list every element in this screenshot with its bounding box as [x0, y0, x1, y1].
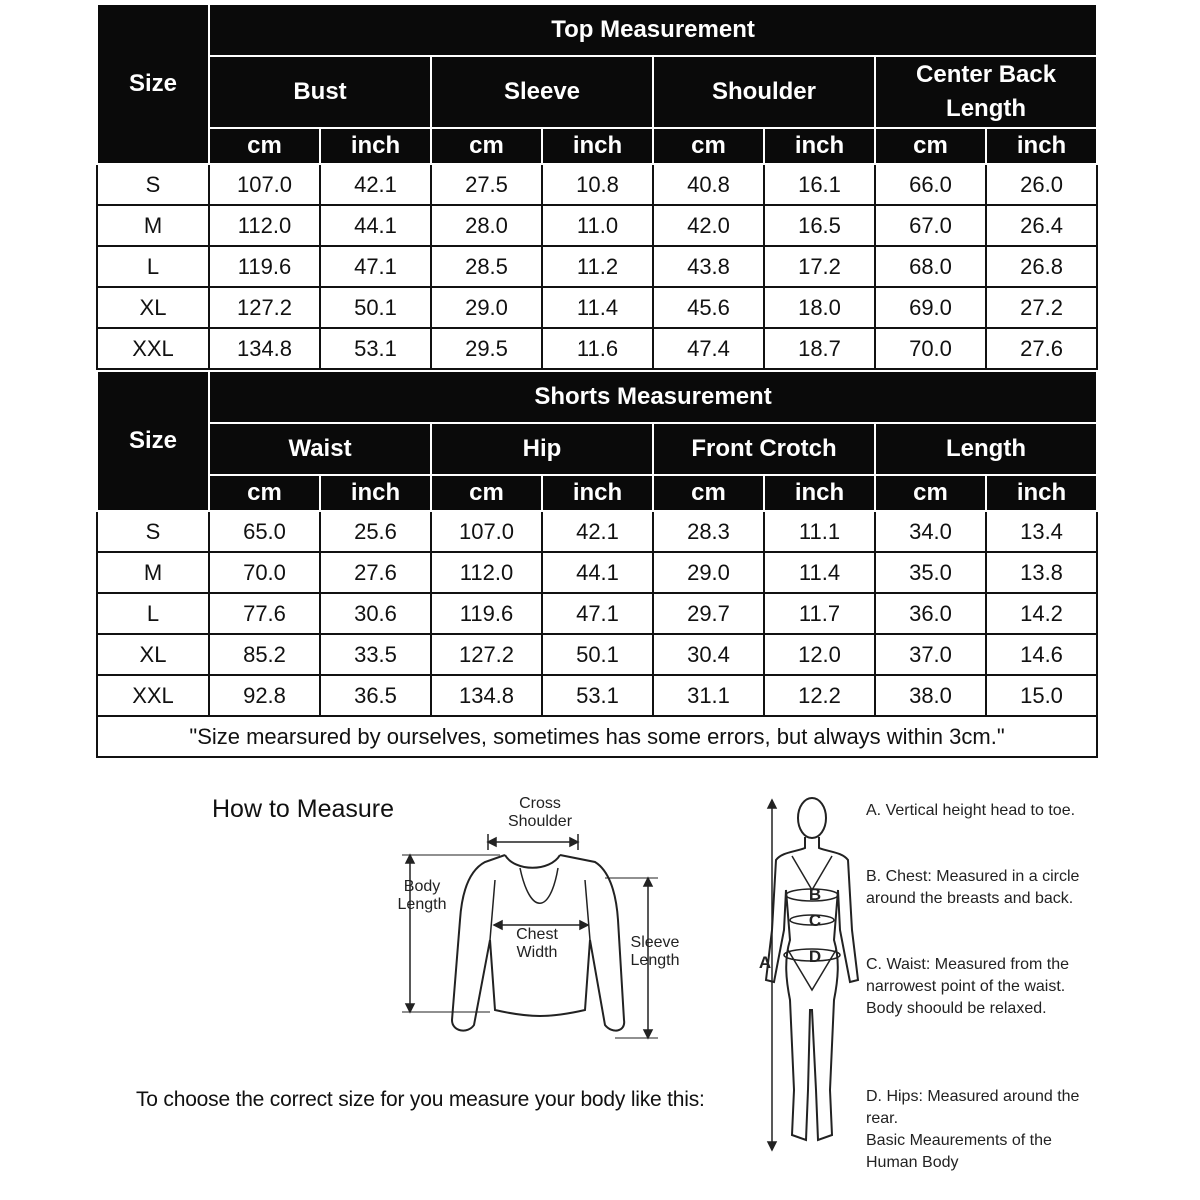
measurement-cell: 44.1 [320, 205, 431, 246]
legend-footer: Basic Meaurements of the Human Body [866, 1132, 1052, 1171]
measurement-cell: 47.1 [320, 246, 431, 287]
size-cell: XXL [97, 328, 209, 369]
measurement-cell: 29.0 [431, 287, 542, 328]
shorts-measurement-table [96, 370, 1098, 758]
measurement-cell: 85.2 [209, 634, 320, 675]
measurement-cell: 50.1 [542, 634, 653, 675]
unit-header: inch [986, 475, 1097, 511]
measurement-cell: 127.2 [431, 634, 542, 675]
measurement-cell: 47.4 [653, 328, 764, 369]
measurement-cell: 42.1 [542, 511, 653, 552]
sweater-neckline [505, 855, 560, 868]
measurement-cell: 29.0 [653, 552, 764, 593]
measurement-cell: 36.0 [875, 593, 986, 634]
size-cell: M [97, 552, 209, 593]
size-note: "Size mearsured by ourselves, sometimes has some errors, but always within 3cm." [97, 716, 1097, 757]
measurement-cell: 50.1 [320, 287, 431, 328]
measurement-cell: 34.0 [875, 511, 986, 552]
measurement-cell: 44.1 [542, 552, 653, 593]
measurement-cell: 69.0 [875, 287, 986, 328]
table-row [97, 246, 1097, 287]
table-row [97, 593, 1097, 634]
size-cell: XL [97, 634, 209, 675]
measurement-cell: 18.7 [764, 328, 875, 369]
measurement-cell: 45.6 [653, 287, 764, 328]
measurement-cell: 134.8 [209, 328, 320, 369]
top-measurement-table [96, 3, 1098, 370]
measurement-cell: 16.5 [764, 205, 875, 246]
measurement-cell: 107.0 [431, 511, 542, 552]
unit-header: cm [653, 475, 764, 511]
column-group-header: Sleeve [431, 56, 653, 128]
measurement-cell: 10.8 [542, 164, 653, 205]
measurement-cell: 11.6 [542, 328, 653, 369]
measurement-cell: 53.1 [542, 675, 653, 716]
legend-b: B. Chest: Measured in a circle around the breasts and back. [866, 868, 1080, 907]
measurement-cell: 14.2 [986, 593, 1097, 634]
table-row [97, 164, 1097, 205]
measurement-cell: 37.0 [875, 634, 986, 675]
table-row [97, 328, 1097, 369]
unit-header: inch [320, 475, 431, 511]
measurement-cell: 67.0 [875, 205, 986, 246]
top-table-body [97, 164, 1097, 369]
shorts-table-body [97, 511, 1097, 716]
measurement-cell: 29.7 [653, 593, 764, 634]
unit-header: cm [875, 475, 986, 511]
column-group-header: Bust [209, 56, 431, 128]
measurement-cell: 112.0 [209, 205, 320, 246]
table-row [97, 552, 1097, 593]
measurement-cell: 27.5 [431, 164, 542, 205]
measurement-cell: 17.2 [764, 246, 875, 287]
measurement-cell: 27.2 [986, 287, 1097, 328]
unit-header: inch [320, 128, 431, 164]
measurement-cell: 42.0 [653, 205, 764, 246]
column-group-header: Hip [431, 423, 653, 475]
measurement-cell: 42.1 [320, 164, 431, 205]
measurement-cell: 47.1 [542, 593, 653, 634]
measurement-cell: 15.0 [986, 675, 1097, 716]
column-group-header: Shoulder [653, 56, 875, 128]
sleeve-length-label: Sleeve Length [630, 934, 680, 969]
unit-header: cm [209, 475, 320, 511]
measurement-cell: 11.1 [764, 511, 875, 552]
measurement-cell: 38.0 [875, 675, 986, 716]
measurement-cell: 26.8 [986, 246, 1097, 287]
measurement-cell: 53.1 [320, 328, 431, 369]
body-head [798, 798, 826, 838]
unit-header: cm [653, 128, 764, 164]
column-group-header: Center Back Length [875, 56, 1097, 128]
measurement-cell: 119.6 [431, 593, 542, 634]
how-to-measure-title: How to Measure [212, 795, 395, 823]
unit-header: inch [764, 128, 875, 164]
measurement-cell: 18.0 [764, 287, 875, 328]
measurement-cell: 134.8 [431, 675, 542, 716]
measurement-cell: 65.0 [209, 511, 320, 552]
measurement-cell: 27.6 [986, 328, 1097, 369]
measurement-cell: 35.0 [875, 552, 986, 593]
legend-a: A. Vertical height head to toe. [866, 802, 1076, 819]
table-row [97, 634, 1097, 675]
unit-header: inch [764, 475, 875, 511]
size-cell: S [97, 164, 209, 205]
measurement-cell: 28.5 [431, 246, 542, 287]
table-row [97, 675, 1097, 716]
body-outline [766, 837, 858, 1140]
measurement-cell: 11.0 [542, 205, 653, 246]
measurement-cell: 25.6 [320, 511, 431, 552]
unit-header: cm [431, 475, 542, 511]
measurement-cell: 12.0 [764, 634, 875, 675]
size-cell: S [97, 511, 209, 552]
measurement-cell: 14.6 [986, 634, 1097, 675]
measurement-cell: 28.0 [431, 205, 542, 246]
measurement-cell: 68.0 [875, 246, 986, 287]
unit-header: inch [542, 475, 653, 511]
measurement-cell: 11.2 [542, 246, 653, 287]
table-title: Shorts Measurement [209, 371, 1097, 423]
unit-header: inch [542, 128, 653, 164]
table-row [97, 205, 1097, 246]
measurement-cell: 36.5 [320, 675, 431, 716]
body-length-label: Body Length [397, 878, 447, 913]
measurement-cell: 26.4 [986, 205, 1097, 246]
measurement-cell: 30.4 [653, 634, 764, 675]
measurement-cell: 70.0 [875, 328, 986, 369]
table-row [97, 511, 1097, 552]
measurement-cell: 16.1 [764, 164, 875, 205]
measurement-cell: 31.1 [653, 675, 764, 716]
measurement-cell: 13.8 [986, 552, 1097, 593]
measurement-cell: 43.8 [653, 246, 764, 287]
table-row [97, 287, 1097, 328]
table-title: Top Measurement [209, 4, 1097, 56]
point-b-label: B [808, 885, 822, 904]
measurement-cell: 92.8 [209, 675, 320, 716]
size-header: Size [97, 4, 209, 164]
measurement-cell: 40.8 [653, 164, 764, 205]
size-header: Size [97, 371, 209, 511]
size-cell: M [97, 205, 209, 246]
column-group-header: Waist [209, 423, 431, 475]
unit-header: cm [209, 128, 320, 164]
measurement-cell: 11.4 [764, 552, 875, 593]
column-group-header: Front Crotch [653, 423, 875, 475]
size-cell: L [97, 593, 209, 634]
measurement-cell: 11.4 [542, 287, 653, 328]
measurement-cell: 112.0 [431, 552, 542, 593]
measurement-cell: 127.2 [209, 287, 320, 328]
measurement-cell: 119.6 [209, 246, 320, 287]
measurement-cell: 77.6 [209, 593, 320, 634]
choose-size-instruction: To choose the correct size for you measure your body like this: [136, 1088, 705, 1111]
legend-c: C. Waist: Measured from the narrowest point of the waist. Body shoould be relaxed. [866, 956, 1070, 1017]
measurement-cell: 66.0 [875, 164, 986, 205]
legend-d: D. Hips: Measured around the rear. [866, 1088, 1080, 1127]
measurement-cell: 12.2 [764, 675, 875, 716]
measurement-cell: 30.6 [320, 593, 431, 634]
measurement-cell: 11.7 [764, 593, 875, 634]
chest-width-label: Chest Width [516, 926, 558, 961]
measurement-cell: 107.0 [209, 164, 320, 205]
column-group-header: Length [875, 423, 1097, 475]
cross-shoulder-label: Cross Shoulder [507, 795, 573, 830]
size-cell: XL [97, 287, 209, 328]
measurement-cell: 26.0 [986, 164, 1097, 205]
measurement-cell: 13.4 [986, 511, 1097, 552]
unit-header: inch [986, 128, 1097, 164]
unit-header: cm [431, 128, 542, 164]
measurement-cell: 70.0 [209, 552, 320, 593]
point-d-label: D [808, 947, 822, 966]
size-cell: L [97, 246, 209, 287]
unit-header: cm [875, 128, 986, 164]
point-c-label: C [808, 911, 822, 930]
size-cell: XXL [97, 675, 209, 716]
sweater-v-detail [520, 868, 558, 903]
body-figure [750, 790, 860, 1160]
measurement-cell: 33.5 [320, 634, 431, 675]
point-a-label: A [758, 953, 772, 972]
measurement-cell: 29.5 [431, 328, 542, 369]
measurement-cell: 27.6 [320, 552, 431, 593]
measurement-cell: 28.3 [653, 511, 764, 552]
